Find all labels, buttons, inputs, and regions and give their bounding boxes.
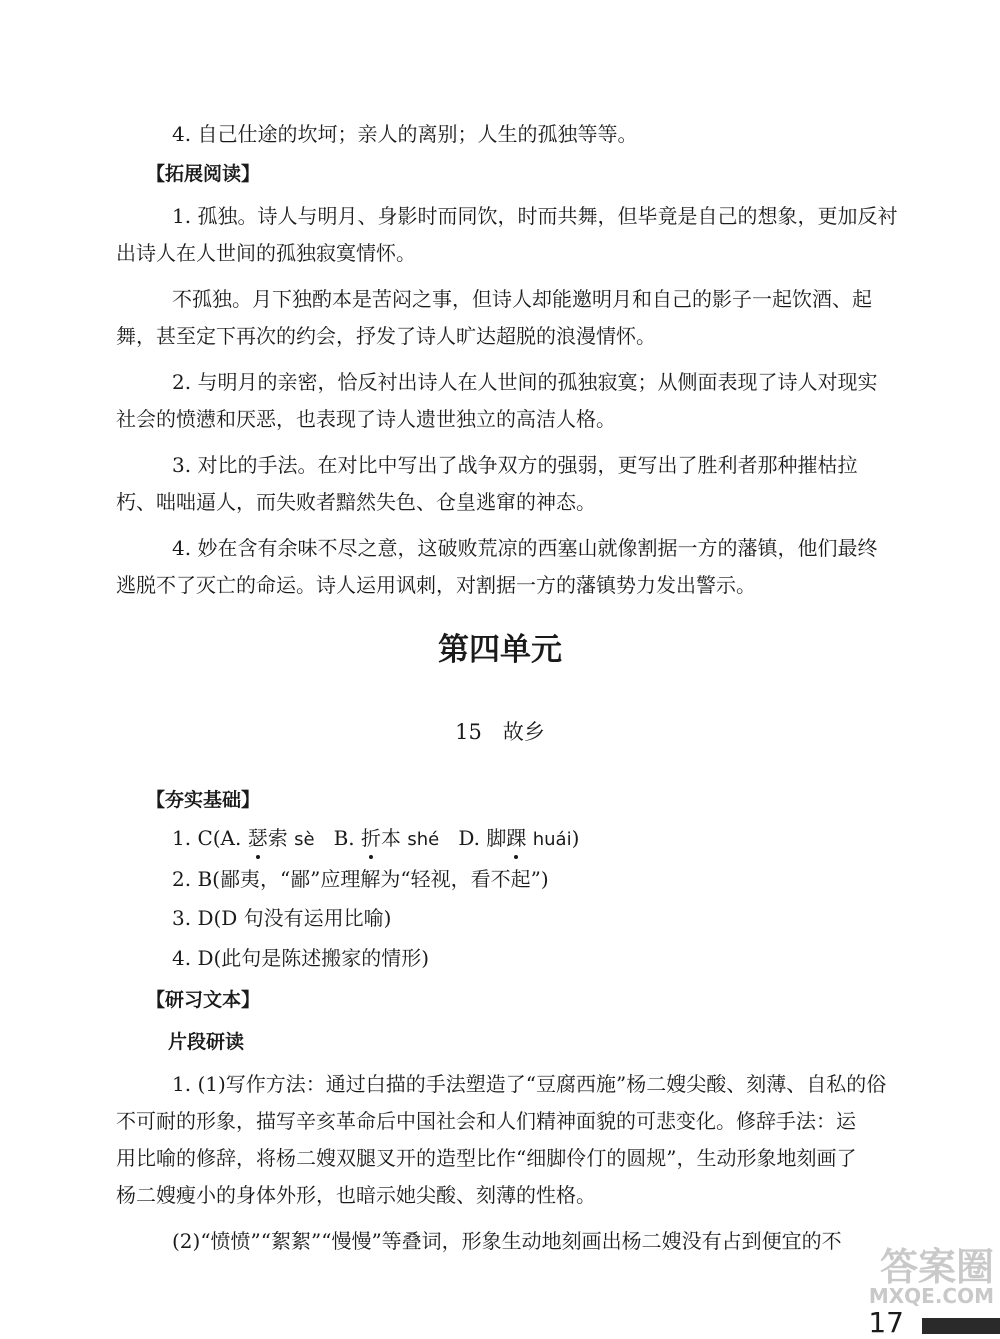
extend-answer-1-line4: 舞，甚至定下再次的约会，抒发了诗人旷达超脱的浪漫情怀。: [116, 324, 656, 348]
study-answer-1-line5: (2)“愤愤”“絮絮”“慢慢”等叠词，形象生动地刻画出杨二嫂没有占到便宜的不: [172, 1229, 842, 1253]
extend-answer-2-line2: 社会的愤懑和厌恶，也表现了诗人遗世独立的高洁人格。: [116, 407, 616, 431]
corner-bar: [922, 1318, 1000, 1334]
extend-answer-3-line2: 朽、咄咄逼人，而失败者黯然失色、仓皇逃窜的神态。: [116, 490, 596, 514]
watermark-domain: MXQE.COM: [868, 1284, 994, 1308]
extend-answer-1-line2: 出诗人在人世间的孤独寂寞情怀。: [116, 241, 416, 265]
q1-prefix: 1. C(A.: [172, 826, 248, 850]
lesson-title: 15 故乡: [455, 720, 545, 744]
q1-d-label: D. 脚: [458, 826, 507, 850]
basics-answer-3: 3. D(D 句没有运用比喻): [172, 906, 392, 930]
section-header-basics: 【夯实基础】: [146, 789, 261, 811]
dotted-char: 瑟: [247, 826, 268, 850]
section-header-extend-reading: 【拓展阅读】: [146, 163, 261, 185]
extend-answer-1-line1: 1. 孤独。诗人与明月、身影时而同饮，时而共舞，但毕竟是自己的想象，更加反衬: [172, 204, 898, 228]
study-answer-1-line2: 不可耐的形象，描写辛亥革命后中国社会和人们精神面貌的可悲变化。修辞手法：运: [116, 1109, 856, 1133]
study-answer-1-line4: 杨二嫂瘦小的身体外形，也暗示她尖酸、刻薄的性格。: [116, 1183, 596, 1207]
pinyin: sè: [294, 829, 315, 850]
extend-answer-1-line3: 不孤独。月下独酌本是苦闷之事，但诗人却能邀明月和自己的影子一起饮酒、起: [172, 287, 872, 311]
extend-answer-2-line1: 2. 与明月的亲密，恰反衬出诗人在人世间的孤独寂寞；从侧面表现了诗人对现实: [172, 370, 878, 394]
unit-title: 第四单元: [438, 632, 562, 668]
extend-answer-4-line2: 逃脱不了灭亡的命运。诗人运用讽刺，对割据一方的藩镇势力发出警示。: [116, 573, 756, 597]
basics-answer-1: [172, 824, 579, 854]
basics-answer-4: 4. D(此句是陈述搬家的情形): [172, 946, 430, 970]
basics-answer-2: 2. B(鄙夷，“鄙”应理解为“轻视，看不起”): [172, 867, 549, 891]
q1-a-rest: 索: [267, 826, 295, 850]
prev-answer-4: 4. 自己仕途的坎坷；亲人的离别；人生的孤独等等。: [172, 122, 638, 146]
dotted-char: 折: [361, 826, 382, 850]
subheader-fragment-study: 片段研读: [168, 1031, 245, 1053]
section-header-study: 【研习文本】: [146, 989, 261, 1011]
study-answer-1-line3: 用比喻的修辞，将杨二嫂双腿叉开的造型比作“细脚伶仃的圆规”，生动形象地刻画了: [116, 1146, 857, 1170]
q1-b-rest: 本: [381, 826, 408, 850]
pinyin: shé: [407, 829, 440, 850]
q1-suffix: ): [571, 826, 580, 850]
pinyin: huái: [532, 829, 572, 850]
extend-answer-3-line1: 3. 对比的手法。在对比中写出了战争双方的强弱，更写出了胜利者那种摧枯拉: [172, 453, 858, 477]
q1-b-label: B.: [333, 826, 362, 850]
page-number: 17: [868, 1306, 904, 1339]
watermark-logo-text: 答案圈: [879, 1245, 994, 1289]
dotted-char: 踝: [506, 826, 527, 850]
study-answer-1-line1: 1. (1)写作方法：通过白描的手法塑造了“豆腐西施”杨二嫂尖酸、刻薄、自私的俗: [172, 1072, 887, 1096]
extend-answer-4-line1: 4. 妙在含有余味不尽之意，这破败荒凉的西塞山就像割据一方的藩镇，他们最终: [172, 536, 878, 560]
